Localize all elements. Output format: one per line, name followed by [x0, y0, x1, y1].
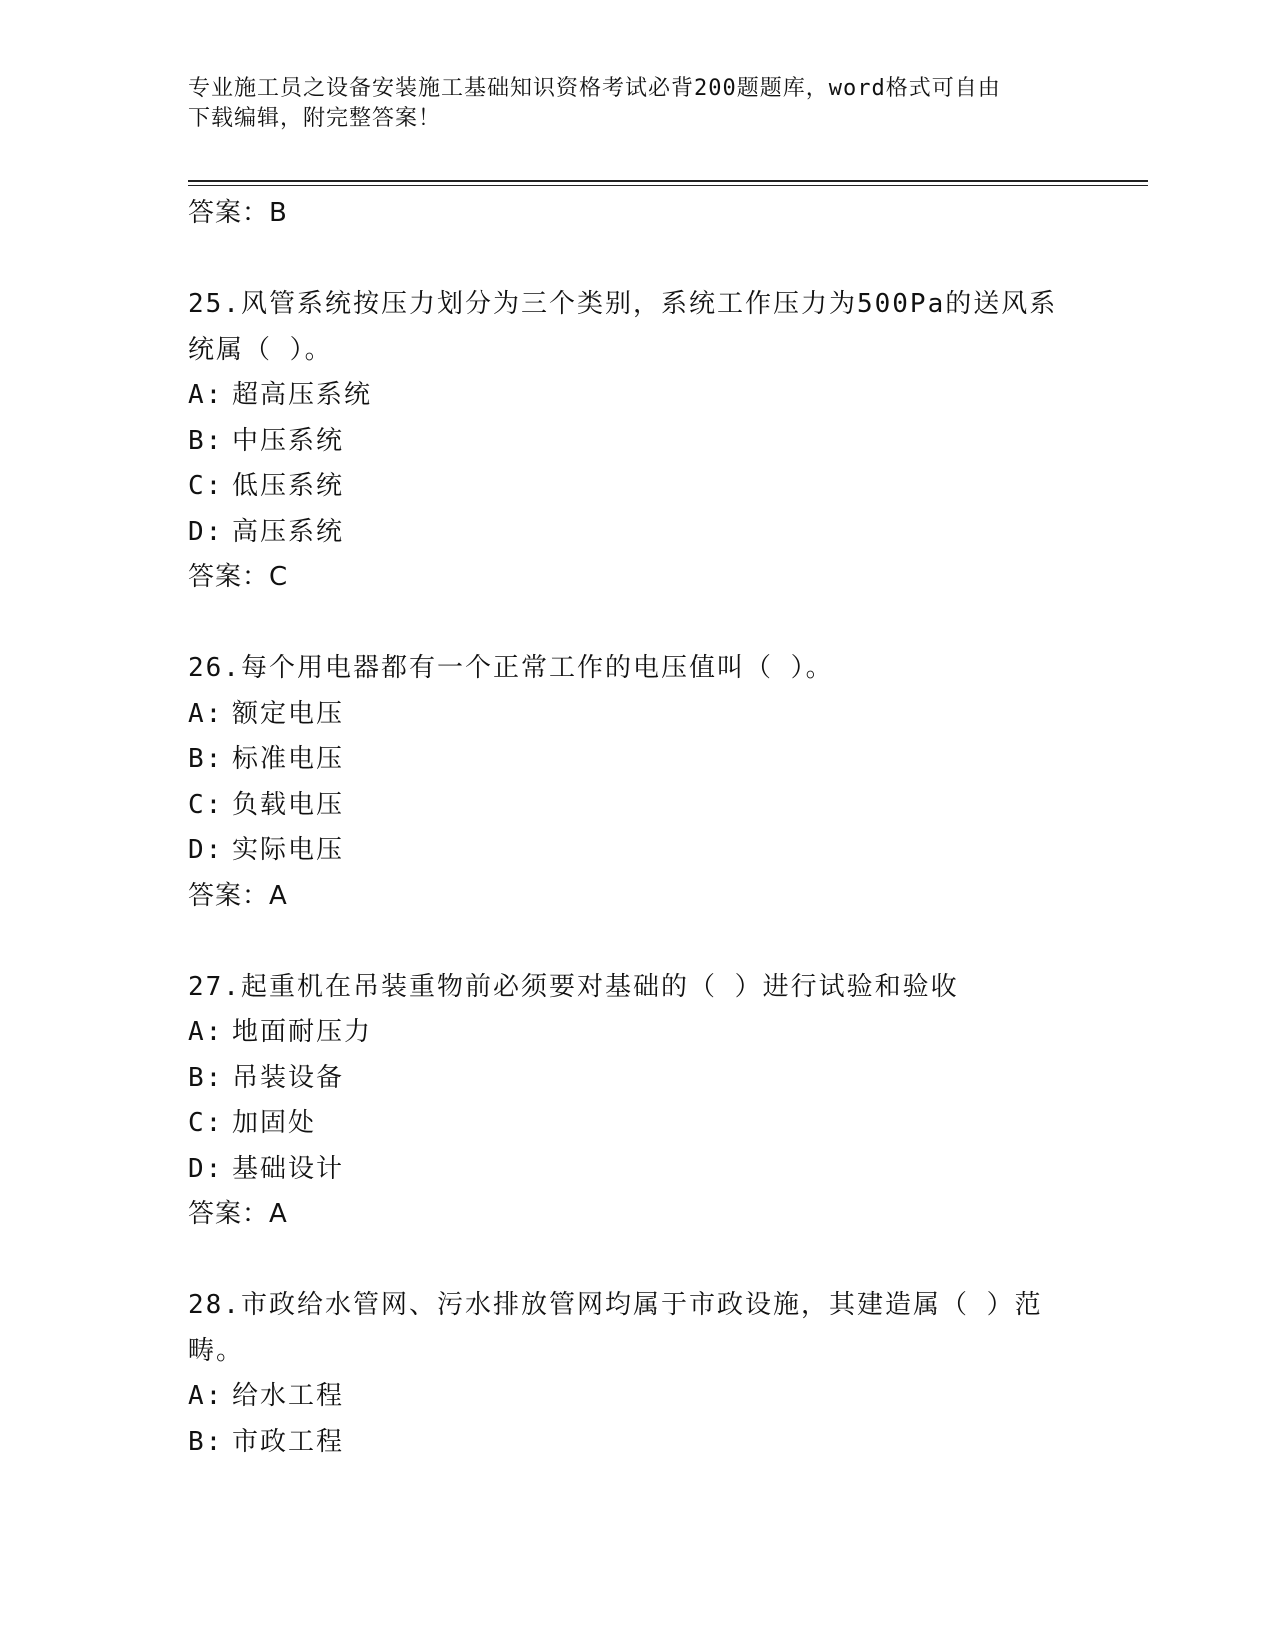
- question-stem-line: 25.风管系统按压力划分为三个类别，系统工作压力为500Pa的送风系: [188, 289, 1058, 319]
- option-letter: C:: [188, 789, 224, 820]
- answer-line: 答案：C: [188, 562, 289, 592]
- option-letter: B:: [188, 744, 224, 774]
- option-letter: B:: [188, 1426, 224, 1457]
- option-row: [188, 1101, 1108, 1147]
- question-spacer: [188, 1238, 1108, 1284]
- header-line-2: 下载编辑，附完整答案！: [188, 106, 442, 131]
- answer-line: 答案：B: [188, 198, 288, 228]
- answer-line: 答案：A: [188, 880, 288, 911]
- question-stem-line: 28.市政给水管网、污水排放管网均属于市政设施，其建造属（ ）范: [188, 1290, 1043, 1320]
- option-text: 基础设计: [232, 1153, 345, 1184]
- option-letter: A:: [188, 698, 224, 729]
- option-row: [188, 1420, 1108, 1466]
- question-stem-line: 27.起重机在吊装重物前必须要对基础的（ ）进行试验和验收: [188, 971, 959, 1002]
- option-text: 超高压系统: [232, 380, 373, 410]
- option-text: 加固处: [232, 1108, 317, 1138]
- option-row: [188, 1374, 1108, 1420]
- document-header: [188, 74, 1088, 134]
- option-text: 额定电压: [232, 698, 345, 729]
- option-letter: D:: [188, 1153, 224, 1184]
- option-row: [188, 419, 1108, 465]
- question-block: [188, 1283, 1108, 1465]
- option-text: 中压系统: [232, 425, 345, 456]
- question-stem-line: 统属（ ）。: [188, 334, 333, 365]
- option-row: [188, 1010, 1108, 1056]
- option-row: [188, 373, 1108, 419]
- option-letter: D:: [188, 835, 224, 865]
- question-block: [188, 965, 1108, 1238]
- question-spacer: [188, 919, 1108, 965]
- question-spacer: [188, 237, 1108, 283]
- option-letter: A:: [188, 380, 224, 410]
- option-text: 给水工程: [232, 1381, 345, 1411]
- question-block: [188, 646, 1108, 919]
- option-letter: B:: [188, 1062, 224, 1093]
- option-text: 实际电压: [232, 835, 345, 865]
- header-line-1: 专业施工员之设备安装施工基础知识资格考试必背200题题库，word格式可自由: [188, 76, 1001, 101]
- option-text: 负载电压: [232, 789, 345, 820]
- option-letter: C:: [188, 1108, 224, 1138]
- option-text: 吊装设备: [232, 1062, 345, 1093]
- option-text: 标准电压: [232, 744, 345, 774]
- option-row: [188, 783, 1108, 829]
- answer-line: 答案：A: [188, 1199, 288, 1229]
- question-stem-line: 畴。: [188, 1335, 245, 1366]
- question-block: [188, 282, 1108, 601]
- option-text: 地面耐压力: [232, 1017, 373, 1047]
- option-row: [188, 1056, 1108, 1102]
- option-row: [188, 692, 1108, 738]
- option-row: [188, 828, 1108, 874]
- option-letter: A:: [188, 1381, 224, 1411]
- option-text: 高压系统: [232, 516, 345, 547]
- question-spacer: [188, 601, 1108, 647]
- option-letter: C:: [188, 471, 224, 501]
- option-row: [188, 737, 1108, 783]
- option-letter: D:: [188, 516, 224, 547]
- option-text: 低压系统: [232, 471, 345, 501]
- option-row: [188, 510, 1108, 556]
- option-row: [188, 1147, 1108, 1193]
- question-stem-line: 26.每个用电器都有一个正常工作的电压值叫（ ）。: [188, 653, 834, 683]
- header-divider-thin: [188, 185, 1148, 186]
- question-list: [188, 191, 1108, 1465]
- option-row: [188, 464, 1108, 510]
- option-letter: A:: [188, 1017, 224, 1047]
- option-letter: B:: [188, 425, 224, 456]
- header-divider-thick: [188, 180, 1148, 182]
- option-text: 市政工程: [232, 1426, 345, 1457]
